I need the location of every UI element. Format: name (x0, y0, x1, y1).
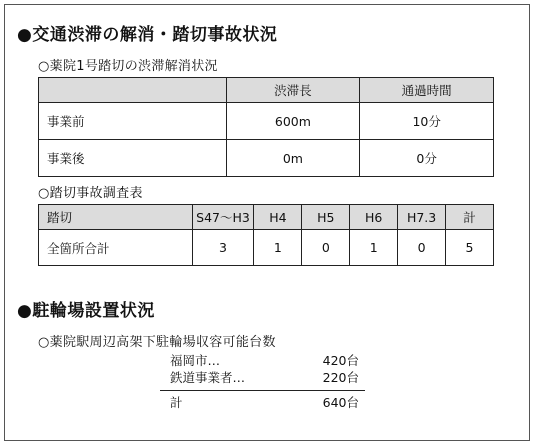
table-cell: 0m (226, 140, 360, 177)
row-label: 事業後 (39, 140, 227, 177)
list-item (160, 369, 365, 386)
table-header-row (39, 205, 494, 230)
list-item (160, 352, 365, 369)
header-cell: H4 (254, 205, 302, 230)
header-cell: H5 (302, 205, 350, 230)
table-cell: 1 (254, 230, 302, 266)
row-label: 事業前 (39, 103, 227, 140)
header-cell: 渋滞長 (226, 78, 360, 103)
header-cell (39, 78, 227, 103)
table-cell: 0分 (360, 140, 494, 177)
total-value: 640台 (322, 395, 359, 410)
table-row (39, 140, 494, 177)
table-cell: 5 (446, 230, 494, 266)
table-cell: 0 (398, 230, 446, 266)
section-title-parking: ●駐輪場設置状況 (17, 301, 155, 321)
section-title-traffic: ●交通渋滞の解消・踏切事故状況 (17, 25, 278, 45)
header-cell: 通過時間 (360, 78, 494, 103)
parking-capacity-list (160, 352, 365, 411)
header-cell: H7.3 (398, 205, 446, 230)
table-row (39, 230, 494, 266)
accident-table (38, 204, 494, 266)
header-cell: 計 (446, 205, 494, 230)
subsection-title-parking: ○薬院駅周辺高架下駐輪場収容可能台数 (38, 335, 276, 350)
table-cell: 3 (192, 230, 254, 266)
table-row (39, 103, 494, 140)
total-label: 計 (170, 395, 183, 410)
item-label: 鉄道事業者… (170, 370, 246, 385)
subsection-title-accidents: ○踏切事故調査表 (38, 186, 143, 201)
header-cell: S47〜H3 (192, 205, 254, 230)
table-cell: 1 (350, 230, 398, 266)
subsection-title-congestion: ○薬院1号踏切の渋滞解消状況 (38, 59, 218, 74)
table-cell: 600m (226, 103, 360, 140)
header-cell: 踏切 (39, 205, 193, 230)
table-header-row (39, 78, 494, 103)
item-value: 420台 (322, 353, 359, 368)
congestion-table (38, 77, 494, 177)
table-cell: 10分 (360, 103, 494, 140)
total-divider (160, 390, 365, 391)
table-cell: 0 (302, 230, 350, 266)
total-row (160, 394, 365, 411)
header-cell: H6 (350, 205, 398, 230)
item-value: 220台 (322, 370, 359, 385)
item-label: 福岡市… (170, 353, 221, 368)
row-label: 全箇所合計 (39, 230, 193, 266)
